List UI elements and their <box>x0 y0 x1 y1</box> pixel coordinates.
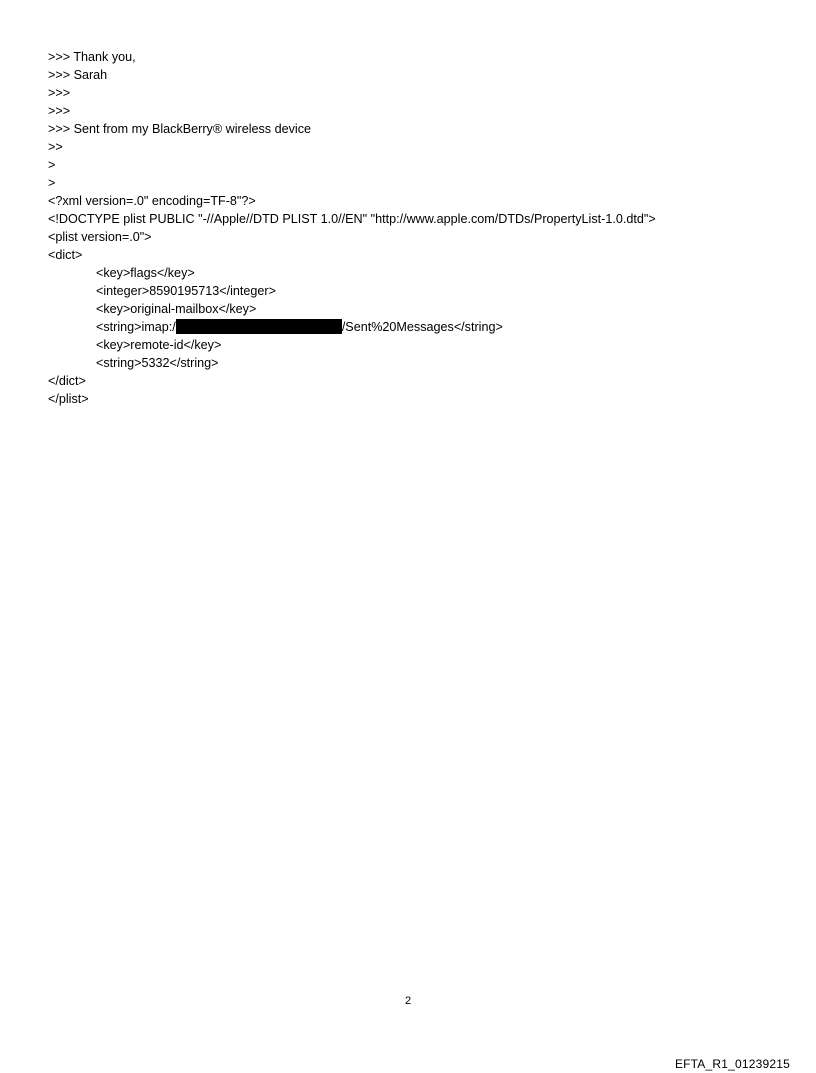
dict-close-tag: </dict> <box>48 374 86 388</box>
dict-open-tag: <dict> <box>48 248 83 262</box>
email-quote-block <box>48 48 788 192</box>
plist-open-tag: <plist version=.0"> <box>48 230 152 244</box>
redaction-bar <box>176 319 342 334</box>
quote-line: >>> Sarah <box>48 68 108 82</box>
mailbox-value-prefix: <string>imap:/ <box>96 320 176 334</box>
quote-line: >> <box>48 140 63 154</box>
mailbox-value-suffix: /Sent%20Messages</string> <box>341 320 503 334</box>
quote-line: > <box>48 158 56 172</box>
mailbox-value-line <box>48 318 788 336</box>
remote-id-value: <string>5332</string> <box>96 356 219 370</box>
page-number: 2 <box>404 995 412 1007</box>
document-body <box>48 48 788 408</box>
doctype-line: <!DOCTYPE plist PUBLIC "-//Apple//DTD PLIST 1.0//EN" "http://www.apple.com/DTDs/PropertyList-1.0.dtd"> <box>48 212 656 226</box>
flags-key: <key>flags</key> <box>96 266 195 280</box>
quote-line: > <box>48 176 56 190</box>
quote-line: >>> Sent from my BlackBerry® wireless device <box>48 122 311 136</box>
flags-value: <integer>8590195713</integer> <box>96 284 276 298</box>
xml-declaration: <?xml version=.0" encoding=TF-8"?> <box>48 194 256 208</box>
quote-line: >>> <box>48 104 71 118</box>
remote-id-key: <key>remote-id</key> <box>96 338 222 352</box>
plist-close-tag: </plist> <box>48 392 89 406</box>
mailbox-key: <key>original-mailbox</key> <box>96 302 257 316</box>
quote-line: >>> Thank you, <box>48 50 136 64</box>
quote-line: >>> <box>48 86 71 100</box>
plist-block <box>48 192 788 408</box>
bates-number: EFTA_R1_01239215 <box>674 1057 790 1071</box>
